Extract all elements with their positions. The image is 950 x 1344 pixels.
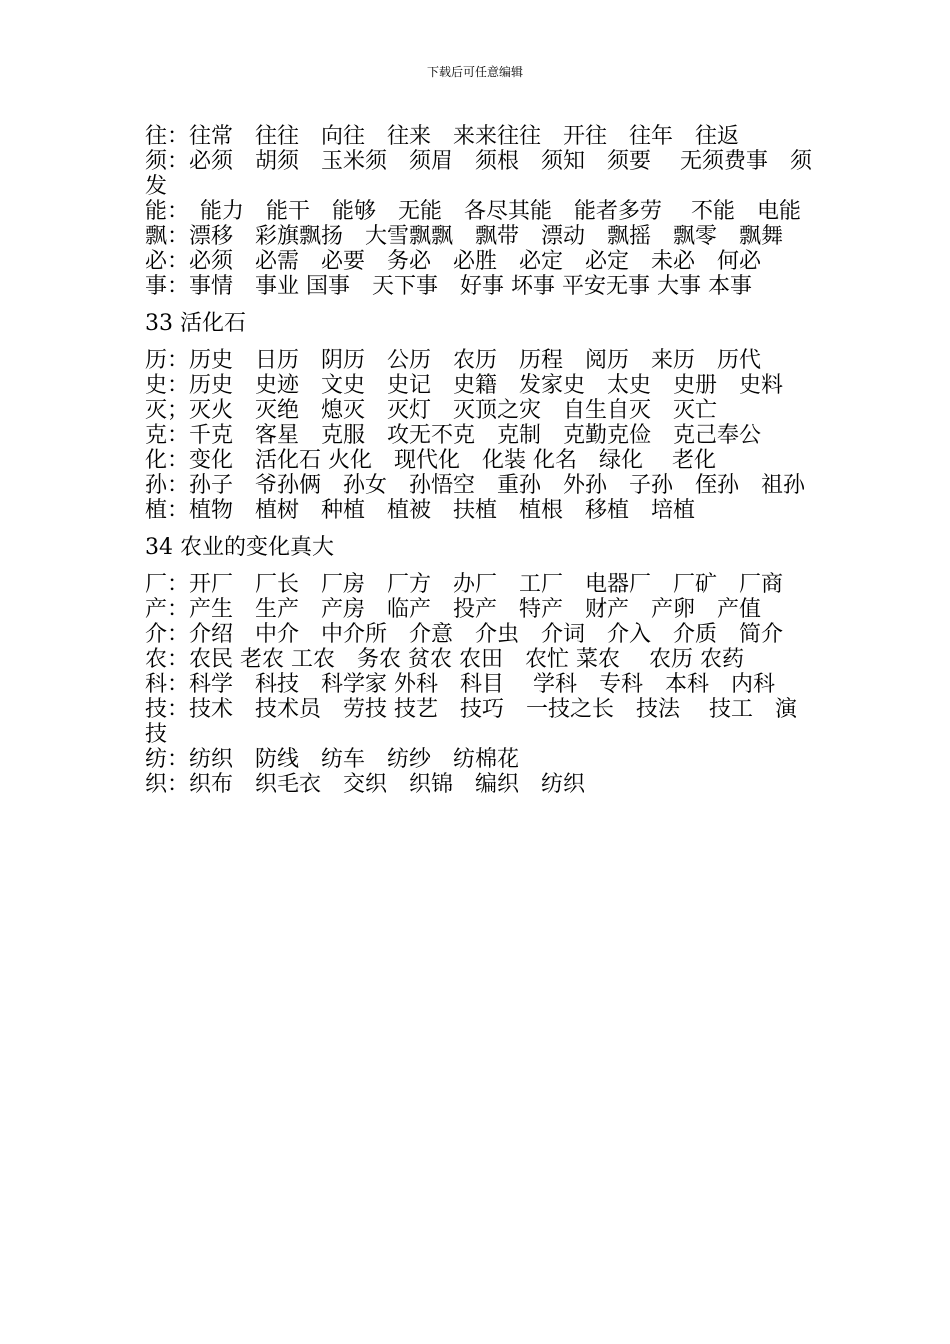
word-line: 纺：纺织 防线 纺车 纺纱 纺棉花	[145, 747, 520, 772]
word-line: 植：植物 植树 种植 植被 扶植 植根 移植 培植	[145, 498, 696, 523]
word-line: 科：科学 科技 科学家 外科 科目 学科 专科 本科 内科	[145, 672, 775, 697]
page-header: 下载后可任意编辑	[426, 65, 523, 79]
word-line: 史：历史 史迹 文史 史记 史籍 发家史 太史 史册 史料	[145, 373, 784, 398]
word-line: 孙：孙子 爷孙俩 孙女 孙悟空 重孙 外孙 子孙 侄孙 祖孙	[145, 473, 806, 498]
word-line: 往：往常 往往 向往 往来 来来往往 开往 往年 往返	[145, 124, 740, 149]
word-line: 技：技术 技术员 劳技 技艺 技巧 一技之长 技法 技工 演技	[145, 697, 797, 747]
word-line: 须：必须 胡须 玉米须 须眉 须根 须知 须要 无须费事 须发	[145, 149, 812, 199]
word-line: 农：农民 老农 工农 务农 贫农 农田 农忙 菜农 农历 农药	[145, 647, 744, 672]
section-33	[145, 348, 813, 523]
section-34	[145, 572, 813, 797]
word-line: 织：织布 织毛衣 交织 织锦 编织 纺织	[145, 772, 586, 797]
lesson-heading: 34 农业的变化真大	[145, 535, 334, 560]
word-line: 必：必须 必需 必要 务必 必胜 必定 必定 未必 何必	[145, 249, 762, 274]
word-line: 能： 能力 能干 能够 无能 各尽其能 能者多劳 不能 电能	[145, 199, 801, 224]
word-line: 事：事情 事业 国事 天下事 好事 坏事 平安无事 大事 本事	[145, 274, 752, 299]
section-32	[145, 124, 813, 299]
word-line: 克：千克 客星 克服 攻无不克 克制 克勤克俭 克己奉公	[145, 423, 762, 448]
word-line: 介：介绍 中介 中介所 介意 介虫 介词 介入 介质 简介	[145, 622, 784, 647]
word-line: 飘：漂移 彩旗飘扬 大雪飘飘 飘带 漂动 飘摇 飘零 飘舞	[145, 224, 784, 249]
document-body	[145, 124, 813, 797]
word-line: 厂：开厂 厂长 厂房 厂方 办厂 工厂 电器厂 厂矿 厂商	[145, 572, 784, 597]
word-line: 化：变化 活化石 火化 现代化 化装 化名 绿化 老化	[145, 448, 716, 473]
word-line: 产：产生 生产 产房 临产 投产 特产 财产 产卵 产值	[145, 597, 762, 622]
lesson-heading: 33 活化石	[145, 311, 246, 336]
word-line: 灭；灭火 灭绝 熄灭 灭灯 灭顶之灾 自生自灭 灭亡	[145, 398, 718, 423]
word-line: 历：历史 日历 阴历 公历 农历 历程 阅历 来历 历代	[145, 348, 762, 373]
